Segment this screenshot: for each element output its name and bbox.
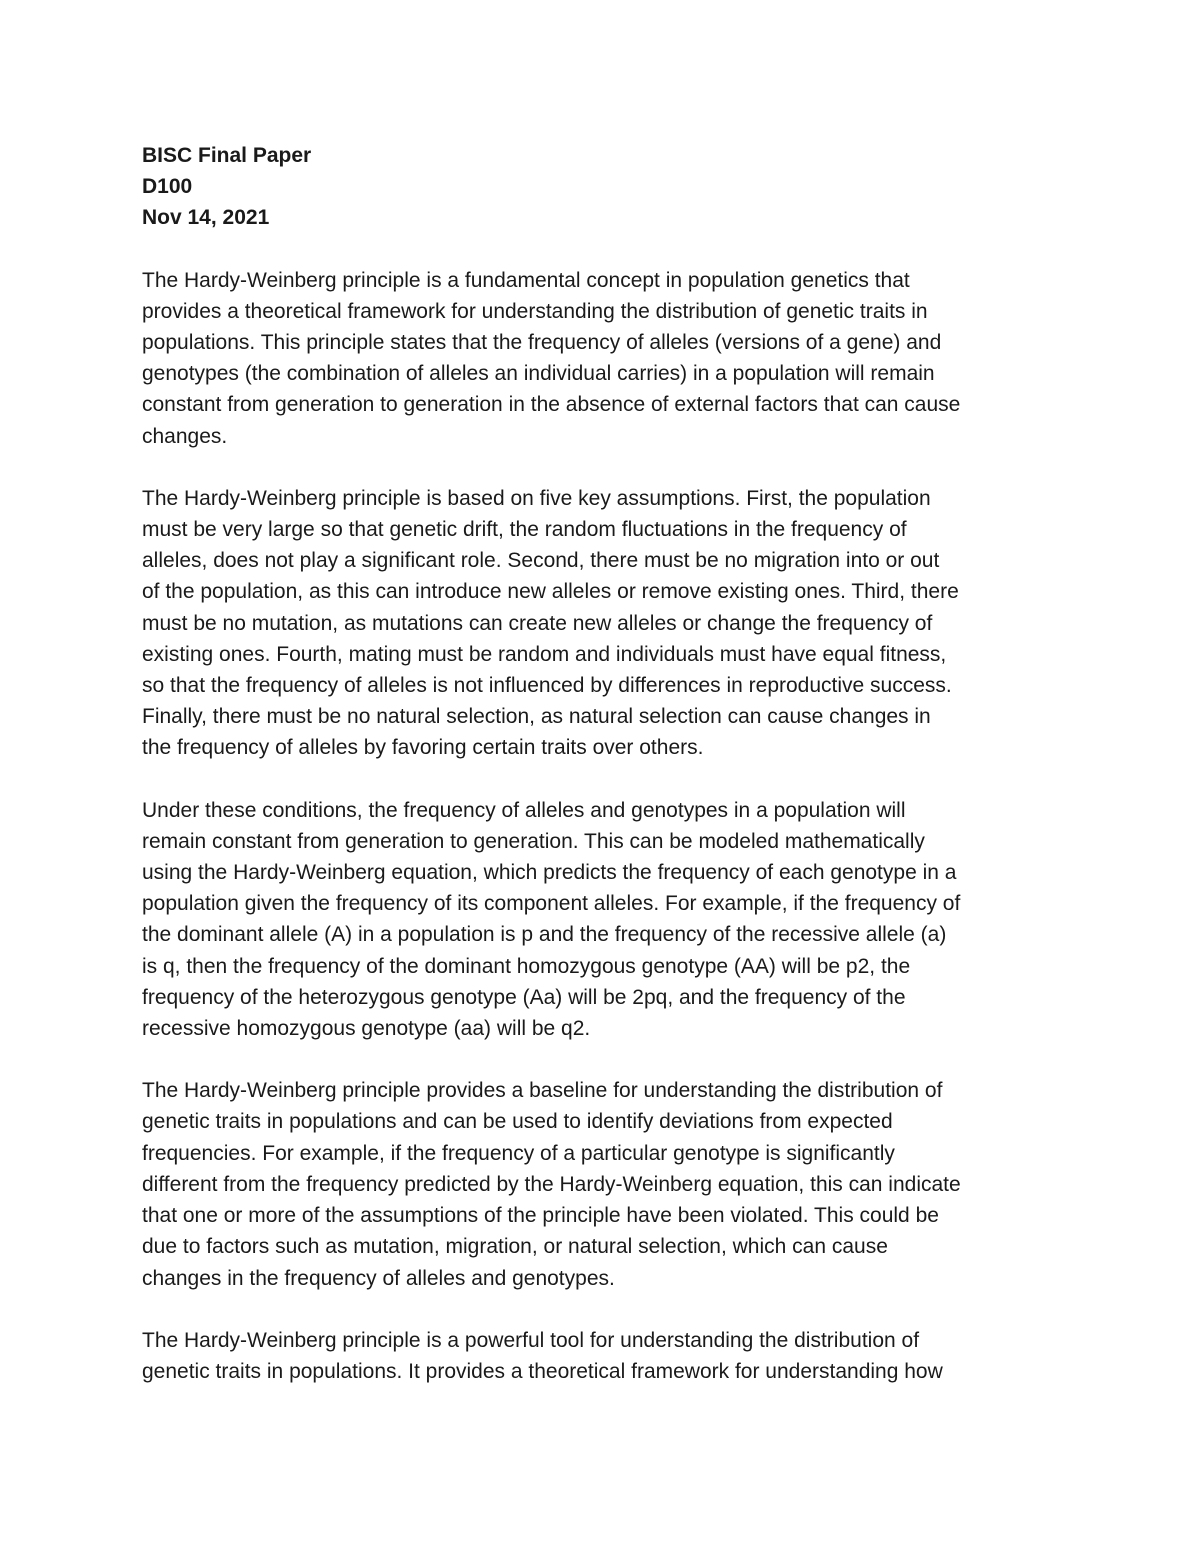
paper-title: BISC Final Paper	[142, 144, 312, 167]
paragraph-line: must be no mutation, as mutations can create new alleles or change the frequency of	[142, 611, 933, 635]
paragraph-line: population given the frequency of its component alleles. For example, if the frequency of	[142, 892, 961, 916]
document-header	[142, 140, 1082, 234]
paragraph-line: changes in the frequency of alleles and genotypes.	[142, 1266, 615, 1290]
paragraph-line: existing ones. Fourth, mating must be random and individuals must have equal fitness,	[142, 642, 947, 666]
paragraph-line: provides a theoretical framework for understanding the distribution of genetic traits in	[142, 299, 928, 323]
paragraph	[142, 1325, 1082, 1387]
paragraph-line: due to factors such as mutation, migration, or natural selection, which can cause	[142, 1235, 888, 1259]
paragraph-line: remain constant from generation to generation. This can be modeled mathematically	[142, 829, 925, 853]
paragraph-line: The Hardy-Weinberg principle is a fundamental concept in population genetics that	[142, 268, 910, 292]
paragraph	[142, 483, 1082, 764]
paragraph-line: The Hardy-Weinberg principle is based on five key assumptions. First, the population	[142, 486, 931, 510]
paragraph-line: Finally, there must be no natural selection, as natural selection can cause changes in	[142, 705, 931, 729]
paragraph-line: changes.	[142, 424, 228, 448]
paragraph-line: of the population, as this can introduce new alleles or remove existing ones. Third, there	[142, 580, 959, 604]
document-body	[142, 140, 1082, 1418]
section-code: D100	[142, 175, 193, 199]
paragraph-line: the frequency of alleles by favoring certain traits over others.	[142, 736, 704, 760]
paragraph-line: so that the frequency of alleles is not influenced by differences in reproductive success.	[142, 674, 952, 698]
paragraph-line: recessive homozygous genotype (aa) will be q2.	[142, 1017, 591, 1041]
paragraph	[142, 795, 1082, 1045]
paragraph-list	[142, 265, 1082, 1388]
paragraph-line: genotypes (the combination of alleles an individual carries) in a population will remain	[142, 362, 935, 386]
paragraph-line: that one or more of the assumptions of the principle have been violated. This could be	[142, 1204, 939, 1228]
paragraph-line: genetic traits in populations. It provides a theoretical framework for understanding how	[142, 1359, 943, 1383]
paragraph-line: Under these conditions, the frequency of alleles and genotypes in a population will	[142, 798, 906, 822]
paper-date: Nov 14, 2021	[142, 206, 270, 230]
paragraph	[142, 1075, 1082, 1293]
paragraph-line: is q, then the frequency of the dominant homozygous genotype (AA) will be p2, the	[142, 954, 911, 978]
paragraph-line: must be very large so that genetic drift, the random fluctuations in the frequency of	[142, 518, 907, 542]
paragraph-line: frequencies. For example, if the frequency of a particular genotype is significantly	[142, 1141, 895, 1165]
paragraph-line: using the Hardy-Weinberg equation, which predicts the frequency of each genotype in a	[142, 861, 957, 885]
paragraph-line: the dominant allele (A) in a population is p and the frequency of the recessive allele (a)	[142, 923, 947, 947]
paragraph	[142, 265, 1082, 452]
paragraph-line: different from the frequency predicted by the Hardy-Weinberg equation, this can indicate	[142, 1172, 961, 1196]
paragraph-line: constant from generation to generation in the absence of external factors that can cause	[142, 393, 961, 417]
paragraph-line: populations. This principle states that the frequency of alleles (versions of a gene) and	[142, 331, 942, 355]
paragraph-line: frequency of the heterozygous genotype (Aa) will be 2pq, and the frequency of the	[142, 985, 906, 1009]
paragraph-line: The Hardy-Weinberg principle provides a baseline for understanding the distribution of	[142, 1079, 943, 1103]
paragraph-line: genetic traits in populations and can be used to identify deviations from expected	[142, 1110, 893, 1134]
paragraph-line: The Hardy-Weinberg principle is a powerful tool for understanding the distribution of	[142, 1328, 920, 1352]
paragraph-line: alleles, does not play a significant role. Second, there must be no migration into or out	[142, 549, 940, 573]
